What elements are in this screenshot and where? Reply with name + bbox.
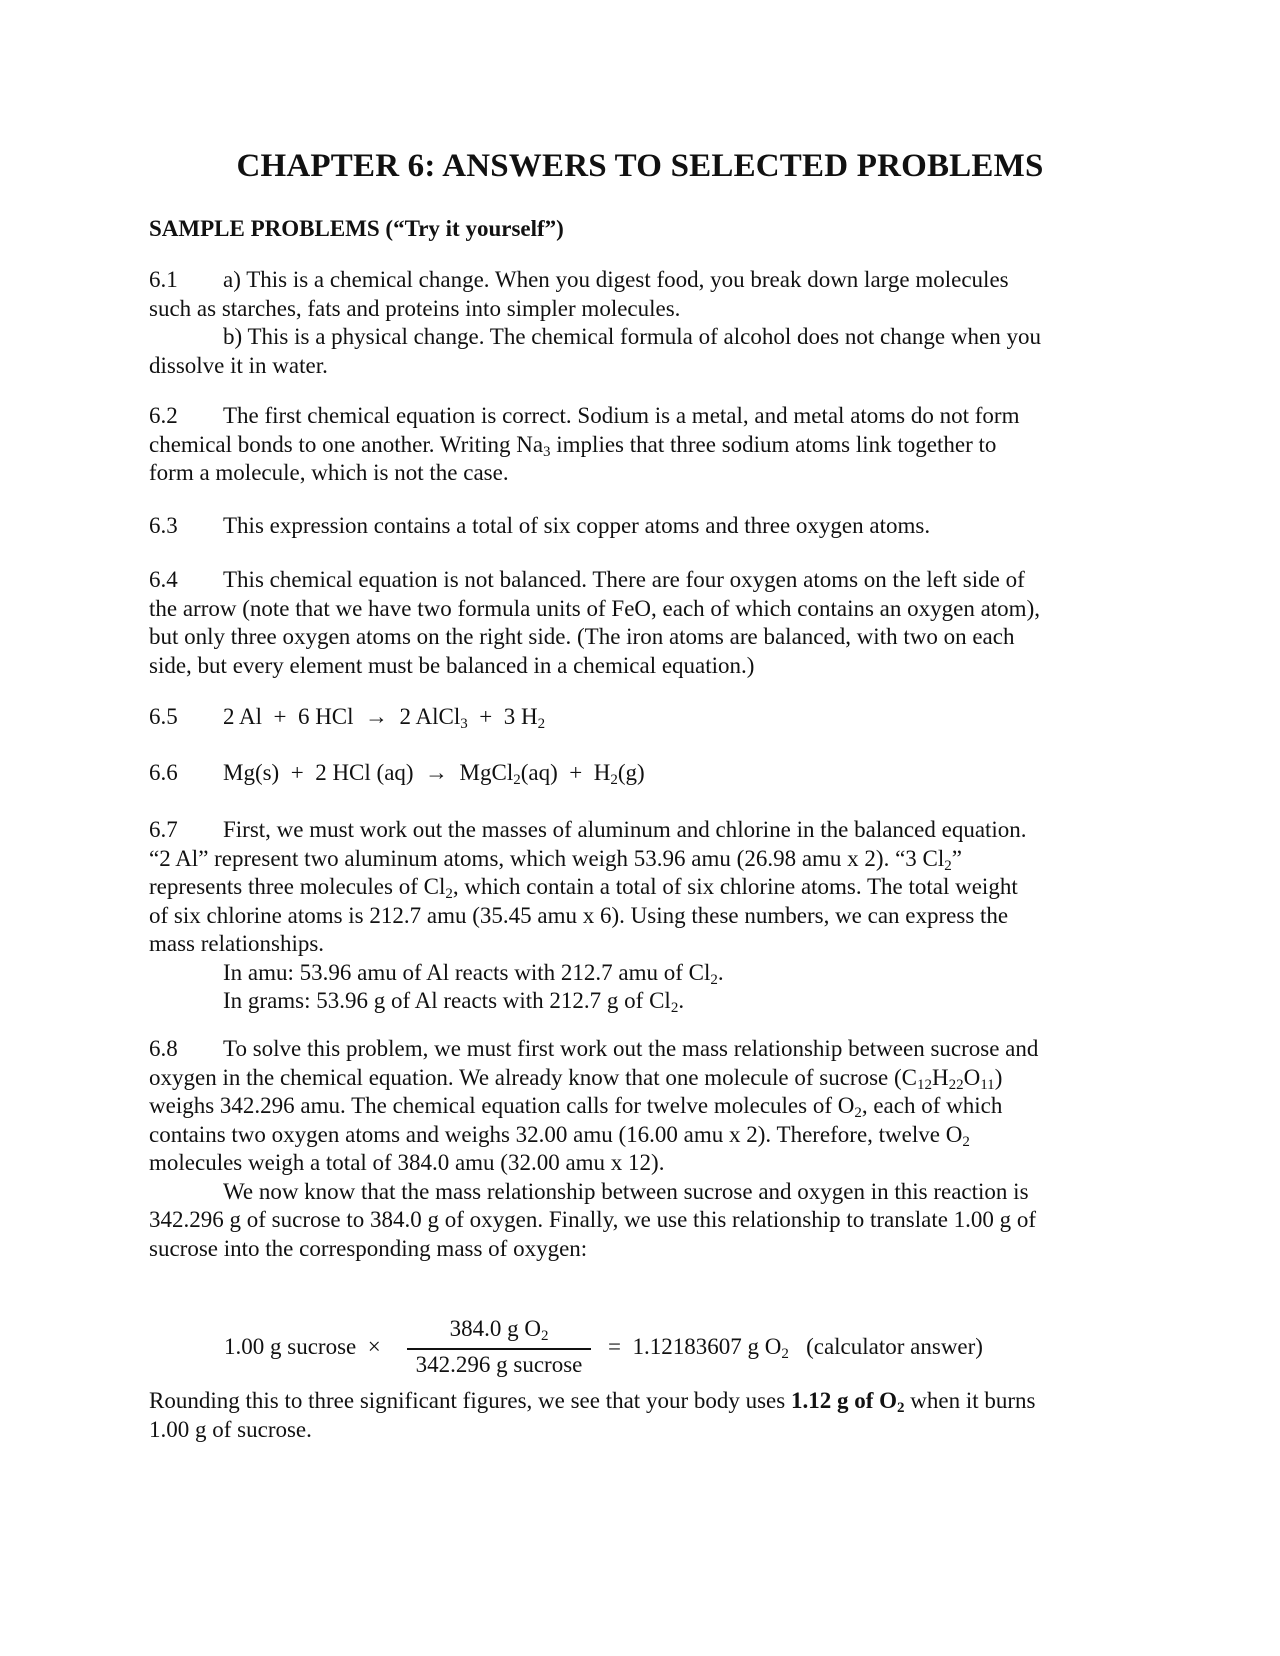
conversion-equation — [224, 1316, 1124, 1386]
text-line: side, but every element must be balanced in a chemical equation.) — [149, 652, 755, 678]
problem-number: 6.3 — [149, 513, 178, 538]
problem-6-2 — [149, 402, 1139, 488]
final-answer: 1.12 g of $O_2$ — [790, 1388, 905, 1416]
problem-number: 6.2 — [149, 403, 178, 428]
chemical-equation: 2 Al + 6 HCl → 2 AlCl$_3$ + 3 $H_2$ — [223, 704, 546, 732]
problem-6-1 — [149, 266, 1139, 380]
text-line: represents three molecules of $Cl_2$, which contain a total of six chlorine atoms. The total weight — [149, 874, 1018, 902]
text-line: but only three oxygen atoms on the right side. (The iron atoms are balanced, with two on each — [149, 624, 1015, 649]
text-line: weighs 342.296 amu. The chemical equation calls for twelve molecules of $O_2$, each of which — [149, 1093, 1003, 1121]
text-line: Rounding this to three significant figures, we see that your body uses 1.12 g of $O_2$ when it burns — [149, 1388, 1036, 1416]
problem-6-3 — [149, 512, 1139, 541]
text-line: The first chemical equation is correct. Sodium is a metal, and metal atoms do not form — [223, 403, 1020, 428]
problem-number: 6.7 — [149, 817, 178, 842]
equation-right: = 1.12183607 g $O_2$ (calculator answer) — [608, 1334, 983, 1362]
text-line: mass relationships. — [149, 931, 325, 956]
problem-6-4 — [149, 566, 1139, 680]
text-line: of six chlorine atoms is 212.7 amu (35.45 amu x 6). Using these numbers, we can express the — [149, 902, 1009, 928]
text-line: a) This is a chemical change. When you digest food, you break down large molecules — [223, 267, 1009, 292]
text-line: To solve this problem, we must first work out the mass relationship between sucrose and — [223, 1036, 1039, 1061]
text-line: We now know that the mass relationship between sucrose and oxygen in this reaction is — [223, 1178, 1029, 1204]
fraction-denominator: 342.296 g sucrose — [415, 1352, 583, 1377]
text-line: “2 Al” represent two aluminum atoms, which weigh 53.96 amu (26.98 amu x 2). “3 $Cl_2$” — [149, 845, 962, 874]
fraction-bar — [407, 1348, 591, 1350]
chapter-title: CHAPTER 6: ANSWERS TO SELECTED PROBLEMS — [236, 148, 1044, 184]
problem-6-6 — [149, 759, 1139, 788]
text-line: the arrow (note that we have two formula units of FeO, each of which contains an oxygen atom), — [149, 595, 1040, 621]
text-line: This expression contains a total of six copper atoms and three oxygen atoms. — [223, 513, 931, 538]
problem-number: 6.1 — [149, 267, 178, 292]
section-heading: SAMPLE PROBLEMS (“Try it yourself”) — [149, 216, 564, 241]
text-line: form a molecule, which is not the case. — [149, 460, 509, 485]
problem-number: 6.6 — [149, 760, 178, 785]
text-line: b) This is a physical change. The chemical formula of alcohol does not change when you — [223, 324, 1041, 349]
problem-number: 6.8 — [149, 1036, 178, 1061]
equation-left: 1.00 g sucrose × — [224, 1334, 381, 1359]
text-line: sucrose into the corresponding mass of oxygen: — [149, 1235, 588, 1261]
text-line: dissolve it in water. — [149, 352, 328, 378]
problem-6-8-conclusion — [149, 1387, 1139, 1444]
problem-6-5 — [149, 703, 1139, 732]
text-line: contains two oxygen atoms and weighs 32.00 amu (16.00 amu x 2). Therefore, twelve $O_2$ — [149, 1121, 970, 1150]
text-line: oxygen in the chemical equation. We already know that one molecule of sucrose $(C_{12}H_{22}O_{11})$ — [149, 1064, 1003, 1093]
problem-number: 6.4 — [149, 567, 178, 592]
chemical-equation: Mg(s) + 2 HCl (aq) → MgCl$_2$(aq) + $H_2(g)$ — [223, 760, 645, 788]
text-line: 1.00 g of sucrose. — [149, 1416, 312, 1442]
text-line: This chemical equation is not balanced. There are four oxygen atoms on the left side of — [223, 567, 1025, 592]
fraction-numerator: 384.0 g $O_2$ — [449, 1316, 549, 1344]
problem-6-8 — [149, 1035, 1139, 1263]
text-line: molecules weigh a total of 384.0 amu (32.00 amu x 12). — [149, 1150, 665, 1175]
text-line: First, we must work out the masses of aluminum and chlorine in the balanced equation. — [223, 817, 1027, 842]
text-line: chemical bonds to one another. Writing $Na_3$ implies that three sodium atoms link together to — [149, 431, 997, 460]
problem-6-7 — [149, 816, 1139, 1016]
problem-number: 6.5 — [149, 704, 178, 729]
text-line: 342.296 g of sucrose to 384.0 g of oxygen. Finally, we use this relationship to translate 1.00 g of — [149, 1207, 1037, 1232]
text-line: In grams: 53.96 g of Al reacts with 212.7 g of $Cl_2$. — [223, 988, 685, 1016]
text-line: such as starches, fats and proteins into simpler molecules. — [149, 295, 681, 321]
text-line: In amu: 53.96 amu of Al reacts with 212.7 amu of $Cl_2$. — [223, 959, 724, 988]
